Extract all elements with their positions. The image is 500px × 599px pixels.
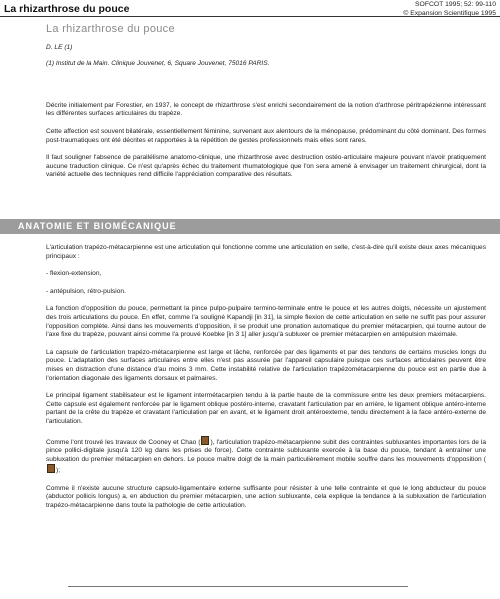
section-title: ANATOMIE ET BIOMÉCANIQUE <box>18 221 177 231</box>
figure-reference-icon[interactable] <box>201 436 209 445</box>
section-heading-bar <box>0 219 500 234</box>
paragraph-text: ); <box>56 467 61 475</box>
header-divider <box>0 16 500 17</box>
intro-paragraph: Il faut souligner l'absence de parallélisme anatomo-clinique, une rhizarthrose avec destruction ostéo-articulaire majeure pouvant n'avoir pratiquement aucune traduction clinique. Ce n'est qu'après échec du traitement rhumatologique que l'on sera amené à envisager un traitement chirurgical, dont la variété actuelle des techniques rend difficile l'appréciation comparative des résultats. <box>46 154 486 179</box>
body-paragraph: L'articulation trapézo-métacarpienne est une articulation qui fonctionne comme une articulation en selle, c'est-à-dire qu'il existe deux axes mécaniques principaux : <box>46 244 486 260</box>
page-header <box>0 0 500 20</box>
figure-reference-icon[interactable] <box>47 464 55 473</box>
article-title: La rhizarthrose du pouce <box>46 23 175 35</box>
article-front-matter <box>46 22 486 189</box>
affiliation-line: (1) Institut de la Main. Clinique Jouvenet, 6, Square Jouvenet, 75016 PARIS. <box>46 60 270 68</box>
journal-reference: SOFCOT 1995; 52: 99-110 <box>415 1 496 8</box>
section-body <box>46 244 486 520</box>
copyright-notice: © Expansion Scientifique 1995 <box>403 9 496 17</box>
body-paragraph: Comme il n'existe aucune structure capsulo-ligamentaire externe suffisante pour résister à une telle contrainte et que le long abducteur du pouce (abductor pollicis longus) a, en abduction du premier métacarpien, une action subluxante, cela explique la tendance à la subluxation de l'articulation trapézo-métacarpienne dans toute la pathologie de cette articulation. <box>46 484 486 510</box>
list-item: - antépulsion, rétro-pulsion. <box>46 287 126 295</box>
body-paragraph: La fonction d'opposition du pouce, permettant la pince pulpo-pulpaire termino-terminale entre le pouce et les autres doigts, nécessite un ajustement des trois articulations du pouce. En effet, comme l'a souligné Kapandji [in 31], la simple flexion de cette articulation en selle ne suffit pas pour assurer l'opposition complète. Ainsi dans les mouvements d'opposition, il se produit une pronation automatique du premier métacarpien, qui tourne autour de l'axe fixe du trapèze, pouvant ainsi comme l'a prouvé Koebke [in 3 1] aller jusqu'à subluxer ce premier métacarpien en antépulsion maximale. <box>46 305 486 339</box>
intro-paragraph: Cette affection est souvent bilatérale, essentiellement féminine, survenant aux alentours de la ménopause, prédominant du côté dominant. Des formes post-traumatiques ont été décrites et rapportées à la répétition de gestes professionnels mais elles sont rares. <box>46 127 486 144</box>
body-paragraph: Le principal ligament stabilisateur est le ligament intermétacarpien tendu à la partie haute de la commissure entre les deux premiers métacarpiens. Cette capsule est également renforcée par le ligament oblique postéro-interne, cravatant l'articulation par en arrière, le ligament oblique antéro-interne partant de la crête du trapèze et cravatant l'articulation par en avant, et le ligament droit antéroexterne, tendu directement à la face antéro-externe de l'articulation. <box>46 392 486 425</box>
paragraph-text: Comme l'ont trouvé les travaux de Cooney et Chao ( <box>46 438 201 446</box>
authors-line: D. LE (1) <box>46 43 73 51</box>
paragraph-text: ), l'articulation trapézo-métacarpienne subit des contraintes subluxantes importantes lors de la pince pollici-digitale jusqu'à 120 kg dans les prises de force). Cette contrainte subluxante exercée à la base du pouce, tendant à entraîner une subluxation du premier métacarpien en dehors. Le pouce maître doigt de la main particulièrement mobile souffre dans les mouvements d'opposition ( <box>46 438 487 463</box>
body-paragraph: La capsule de l'articulation trapézo-métacarpienne est large et lâche, renforcée par des ligaments et par des tendons de certains muscles longs du pouce. L'adaptation des surfaces articulaires entre elles n'est pas assurée par l'appareil capsulaire puisque ces surfaces articulaires peuvent être mises en distraction d'une distance d'au moins 3 mm. Cette instabilité relative de l'articulation trapézométacarpienne du pouce est en partie due à l'orientation diagonale des ligaments dorsaux et palmaires. <box>46 348 486 382</box>
footer-divider <box>68 586 408 587</box>
body-paragraph <box>46 436 486 476</box>
running-title: La rhizarthrose du pouce <box>4 3 130 15</box>
list-item: - flexion-extension, <box>46 270 102 278</box>
intro-paragraph: Décrite initialement par Forestier, en 1937, le concept de rhizarthrose s'est enrichi secondairement de la notion d'arthrose péritrapézienne intéressant les différentes surfaces articulaires du trapèze. <box>46 101 486 118</box>
